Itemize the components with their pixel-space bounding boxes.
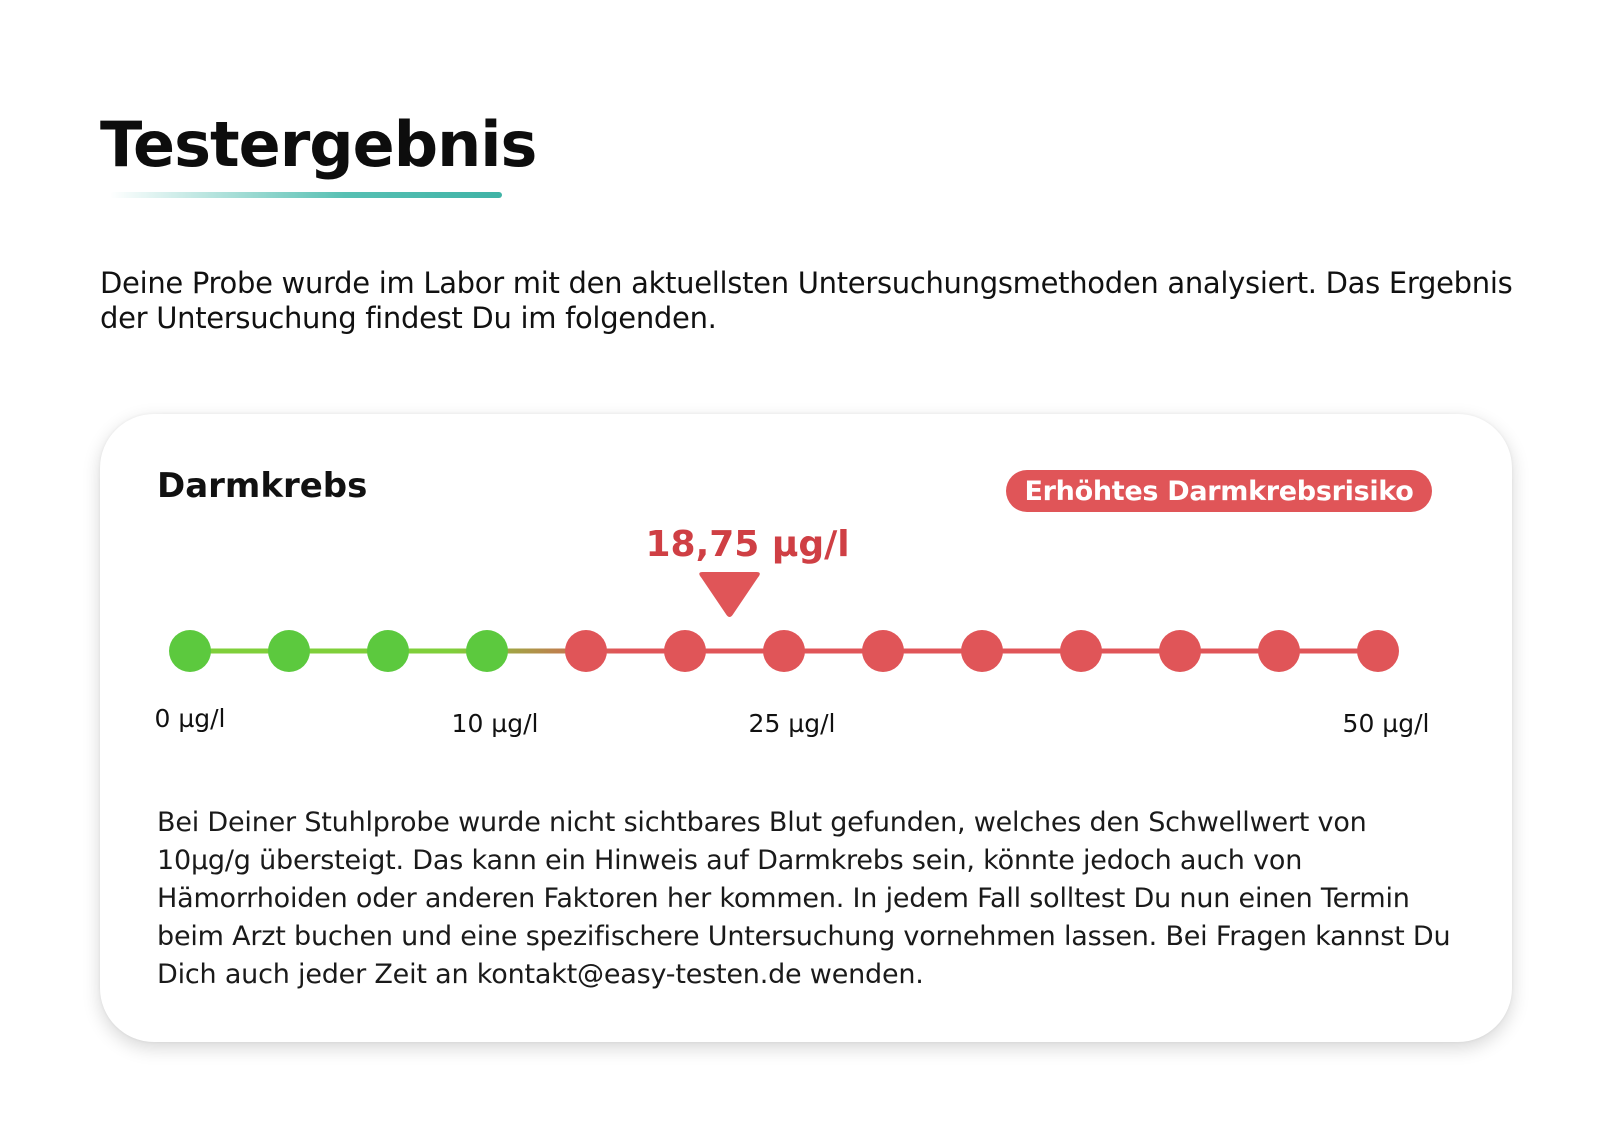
result-description: Bei Deiner Stuhlprobe wurde nicht sichtbares Blut gefunden, welches den Schwellwert von 10µg/g übersteigt. Das kann ein Hinweis auf Darmkrebs sein, könnte jedoch auch von Hämorrhoiden oder anderen Faktoren her kommen. In jedem Fall solltest Du nun einen Termin beim Arzt buchen und eine spezifischere Untersuchung vornehmen lassen. Bei Fragen kannst Du Dich auch jeder Zeit an kontakt@easy-testen.de wenden. <box>157 807 1451 990</box>
card-title: Darmkrebs <box>157 466 368 506</box>
title-underline <box>110 192 502 198</box>
scale-dot <box>268 630 310 672</box>
scale-tick-label: 0 µg/l <box>154 704 226 733</box>
page-title: Testergebnis <box>100 108 537 181</box>
scale-dot <box>1159 630 1201 672</box>
scale-tick-label: 10 µg/l <box>451 709 539 738</box>
scale-dot <box>367 630 409 672</box>
scale-tick-label: 50 µg/l <box>1342 709 1430 738</box>
result-marker-icon <box>699 572 760 617</box>
result-scale <box>100 414 1512 774</box>
scale-tick-label: 25 µg/l <box>748 709 836 738</box>
intro-text: Deine Probe wurde im Labor mit den aktuellsten Untersuchungsmethoden analysiert. Das Ergebnis der Untersuchung findest Du im folgenden. <box>100 266 1513 335</box>
scale-dot <box>1357 630 1399 672</box>
scale-dot <box>169 630 211 672</box>
scale-dot <box>862 630 904 672</box>
scale-dot <box>1258 630 1300 672</box>
risk-badge: Erhöhtes Darmkrebsrisiko <box>1006 470 1432 512</box>
scale-dot <box>763 630 805 672</box>
scale-dot <box>466 630 508 672</box>
result-card <box>100 414 1512 1042</box>
result-value-label: 18,75 µg/l <box>645 524 850 565</box>
scale-dot <box>961 630 1003 672</box>
scale-dot <box>1060 630 1102 672</box>
scale-dot <box>565 630 607 672</box>
scale-dot <box>664 630 706 672</box>
